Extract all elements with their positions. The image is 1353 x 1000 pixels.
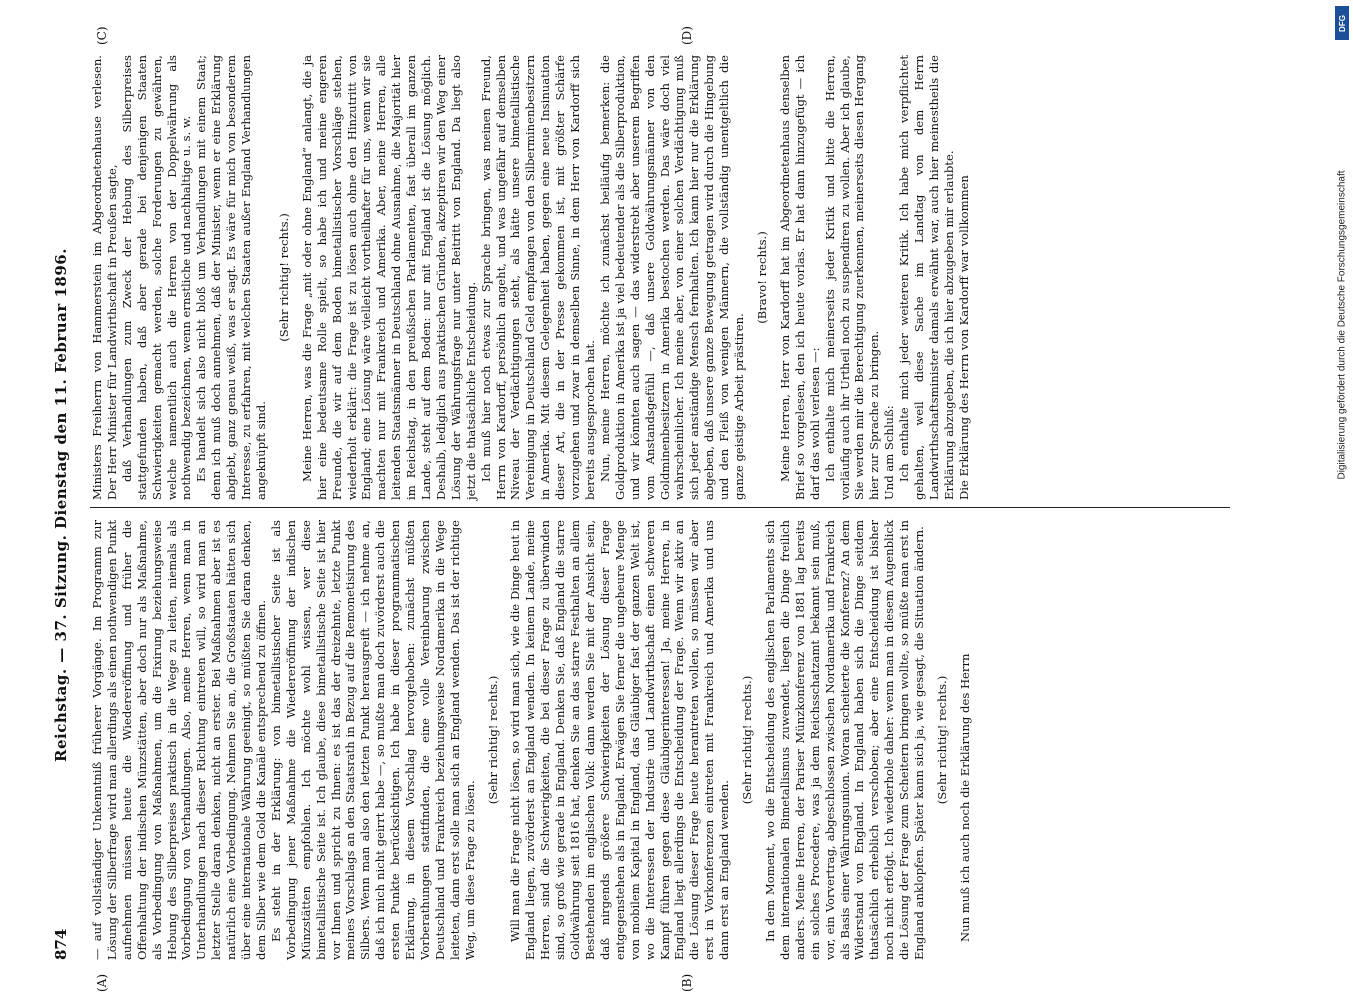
paragraph: Nun, meine Herren, möchte ich zunächst beiläufig bemerken: die Goldproduktion in Amerika ist ja viel bedeutender als die Silberproduktion, und wir könnten auch sagen — das widerstrebt aber unserem Begriffen vom Anstandsgefühl —, daß unsere Goldwährungsmänner von den Goldminenbesitzern in Amerika bestochen werden. Das wäre doch viel wahrscheinlicher. Ich meine aber, von einer solchen Verdächtigung muß sich jeder anständige Mensch fernhalten. Ich kann hier nur die Erklärung abgeben, daß unsere ganze Bewegung getragen wird durch die Hingebung und den Fleiß von wenigen Männern, die vollständig unentgeltlich die ganze geistige Arbeit prästiren. xyxy=(597,55,747,500)
interjection: (Sehr richtig! rechts.) xyxy=(276,213,291,342)
dfg-logo: DFG xyxy=(1335,6,1349,40)
quotation: Ich enthalte mich jeder weiteren Kritik. Ich habe mich verpflichtet gehalten, weil diese Sache im Landtag von dem Herrn Landwirthschaftsminister damals erwähnt war, auch hier meinestheils die Erklärung abzugeben, die ich hier abzugeben mir erlaubte. xyxy=(897,55,956,500)
right-column xyxy=(90,55,972,500)
paragraph: In dem Moment, wo die Entscheidung des englischen Parlaments sich dem internationalen Bimetallismus zuwendet, liegen die Dinge freilich anders. Meine Herren, der Pariser Münzkonferenz von 1881 lag bereits ein solches Procedere, was ja dem Reichsschatzamt bekannt sein muß, vor, ein Vorvertrag, abgeschlossen zwischen Nordamerika und Frankreich als Basis einer Währungsunion. Woran scheiterte die Konferenz? An dem Widerstand von England. In England haben sich die Dinge seitdem thatsächlich erheblich verschoben; aber eine Entscheidung ist bisher noch nicht erfolgt. Ich wiederhole daher: wenn man in diesem Augenblick die Lösung der Frage zum Scheitern bringen wollte, so müßte man erst in England anklopfen. Später kann sich ja, wie gesagt, die Situation ändern. xyxy=(762,520,927,960)
interjection: (Sehr richtig! rechts.) xyxy=(934,675,949,805)
interjection: (Bravo! rechts.) xyxy=(754,231,769,324)
quotation: daß Verhandlungen zum Zweck der Hebung des Silberpreises stattgefunden haben, daß aber gerade bei denjenigen Staaten Schwierigkeiten gemacht werden, solche Forderungen zu gewähren, welche namentlich auch die Herren von der Doppelwährung als nothwendig bezeichnen, wenn ernstliche und nachhaltige u. s. w. xyxy=(119,55,194,500)
page-number: 874 xyxy=(52,928,70,960)
paragraph: Es steht in der Erklärung: von bimetallistischer Seite ist als Vorbedingung jener Maßnahme die Wiedereröffnung der indischen Münzstätten empfohlen. Ich möchte wohl wissen, wer diese bimetallistische Seite ist. Ich glaube, diese bimetallistische Seite ist hier vor Ihnen und spricht zu Ihnen: es ist das der dreizehnte, letzte Punkt meines Vorschlags an den Staatsrath in Bezug auf die Remonetisirung des Silbers. Wenn man also den letzten Punkt herausgreift — ich nehme an, daß ich mich nicht geirrt habe —, so mußte man doch zuvörderst auch die ersten Punkte berücksichtigen. Ich habe in dieser programmatischen Erklärung, in diesem Vorschlag hervorgehoben: zunächst müßten Vorberathungen stattfinden, die eine volle Vereinbarung zwischen Deutschland und Frankreich beziehungsweise Nordamerika in die Wege leiteten, dann erst solle man sich an England wenden. Das ist der richtige Weg, um diese Frage zu lösen. xyxy=(268,520,477,960)
paragraph: Ministers Freiherrn von Hammerstein im Abgeordnetenhause verlesen. Der Herr Minister für Landwirthschaft in Preußen sagte, xyxy=(90,55,119,500)
digitization-credit: Digitalisierung gefördert durch die Deutsche Forschungsgemeinschaft xyxy=(1336,170,1348,480)
paragraph: Will man die Frage nicht lösen, so wird man sich, wie die Dinge heut in England liegen, zuvörderst an England wenden. In keinem Lande, meine Herren, sind die Schwierigkeiten, die bei dieser Frage zu überwinden sind, so groß wie gerade in England. Denken Sie, daß England die starre Goldwährung seit 1816 hat, denken Sie an das starre Festhalten an allem Bestehenden im englischen Volk: dann werden Sie mit der Ansicht sein, daß nirgends größere Schwierigkeiten der Lösung dieser Frage entgegenstehen als in England. Erwägen Sie ferner die ungeheure Menge von mobilem Kapital in England, das Gläubiger fast der ganzen Welt ist, wo die Interessen der Industrie und Landwirthschaft einen schweren Kampf führen gegen diese Gläubigerinteressen! Ja, meine Herren, in England liegt allerdings die Entscheidung der Frage. Wenn wir aktiv an die Lösung dieser Frage heute herantreten wollen, so müssen wir aber erst in Vorkonferenzen eintreten mit Frankreich und Amerika und uns dann erst an England wenden. xyxy=(508,520,732,960)
interjection: (Sehr richtig! rechts.) xyxy=(485,675,500,805)
paragraph: Und am Schluß: xyxy=(882,405,897,500)
paragraph: Meine Herren, Herr von Kardorff hat im Abgeordnetenhaus denselben Brief so vorgelesen, den ich heute vorlas. Er hat dann hinzugefügt — ich darf das wohl verlesen —: xyxy=(777,55,822,500)
paragraph: Meine Herren, was die Frage „mit oder ohne England“ anlangt, die ja hier eine bedeutsame Rolle spielt, so habe ich und meine engeren Freunde, die wir auf dem Boden bimetallistischer Vorschläge stehen, wiederholt erklärt: die Frage ist zu lösen auch ohne den Hinzutritt von England; eine Lösung wäre vielleicht vortheilhafter für uns, wenn wir sie machten nur mit Frankreich und Amerika. Aber, meine Herren, alle leitenden Staatsmänner in Deutschland ohne Ausnahme, die Majorität hier im Reichstag, in den preußischen Parlamenten, fast überall im ganzen Lande, steht auf dem Boden: nur mit England ist die Lösung möglich. Deshalb, lediglich aus praktischen Gründen, akzeptiren wir den Weg einer Lösung der Währungsfrage nur unter Beitritt von England. Da liegt also jetzt die thatsächliche Entscheidung. xyxy=(299,55,478,500)
interjection: (Sehr richtig! rechts.) xyxy=(740,675,755,805)
paragraph: Ich muß hier noch etwas zur Sprache bringen, was meinen Freund, Herrn von Kardorff, persönlich angeht, und was ungefähr auf demselben Niveau der Verdächtigungen steht, als hätte unsere bimetallistische Vereinigung in Deutschland Geld empfangen von den Silberminenbesitzern in Amerika. Mit diesem Gelegenheit haben, gegen eine neue Insinuation dieser Art, die in der Presse gekommen ist, mit größter Schärfe vorzugehen und zwar in demselben Sinne, in dem Herr von Kardorff sich bereits ausgesprochen hat. xyxy=(478,55,597,500)
page-header xyxy=(52,50,76,960)
margin-marker-b: (B) xyxy=(680,973,694,992)
paragraph: Nun muß ich auch noch die Erklärung des Herrn xyxy=(957,653,972,942)
margin-marker-d: (D) xyxy=(680,26,694,45)
left-column xyxy=(90,520,973,960)
paragraph: Es handelt sich also nicht bloß um Verhandlungen mit einem Staat; denn ich muß doch annehmen, daß der Minister, wenn er eine Erklärung abgiebt, ganz genau weiß, was er sagt. Es wäre für mich von besonderem Interesse, zu erfahren, mit welchen Staaten außer England Verhandlungen angeknüpft sind. xyxy=(194,55,268,500)
paragraph: — auf vollständiger Unkenntniß früherer Vorgänge. Im Programm zur Lösung der Silberfrage wird man allerdings als einen nothwendigen Punkt aufnehmen müssen heute die Wiedereröffnung und früher die Offenhaltung der indischen Münzstätten, aber doch nur als Maßnahme, als Vorbedingung von Maßnahmen, um die Fixirung beziehungsweise Hebung des Silberpreises praktisch in die Wege zu leiten, niemals als Vorbedingung von Verhandlungen. Also, meine Herren, wenn man in Unterhandlungen nach dieser Richtung eintreten will, so wird man an letzter Stelle daran denken, nicht an erster. Bei Maßnahmen aber ist es natürlich eine Vorbedingung. Nehmen Sie an, die Großstaaten hätten sich über eine internationale Währung geeinigt, so müßten Sie daran denken, dem Silber wie dem Gold die Kanäle entsprechend zu öffnen. xyxy=(90,520,268,960)
quotation: Ich enthalte mich meinerseits jeder Kritik und bitte die Herren, vorläufig auch ihr Urtheil noch zu suspendiren zu wollen. Aber ich glaube, Sie werden mir die Berechtigung zuerkennen, meinerseits diesen Hergang hier zur Sprache zu bringen. xyxy=(822,55,882,500)
margin-marker-c: (C) xyxy=(95,26,109,45)
page-title: Reichstag. — 37. Sitzung. Dienstag den 11. Februar 1896. xyxy=(52,248,70,762)
column-divider xyxy=(90,507,1230,508)
paragraph: Die Erklärung des Herrn von Kardorff war vollkommen xyxy=(956,175,971,500)
margin-marker-a: (A) xyxy=(95,973,109,992)
